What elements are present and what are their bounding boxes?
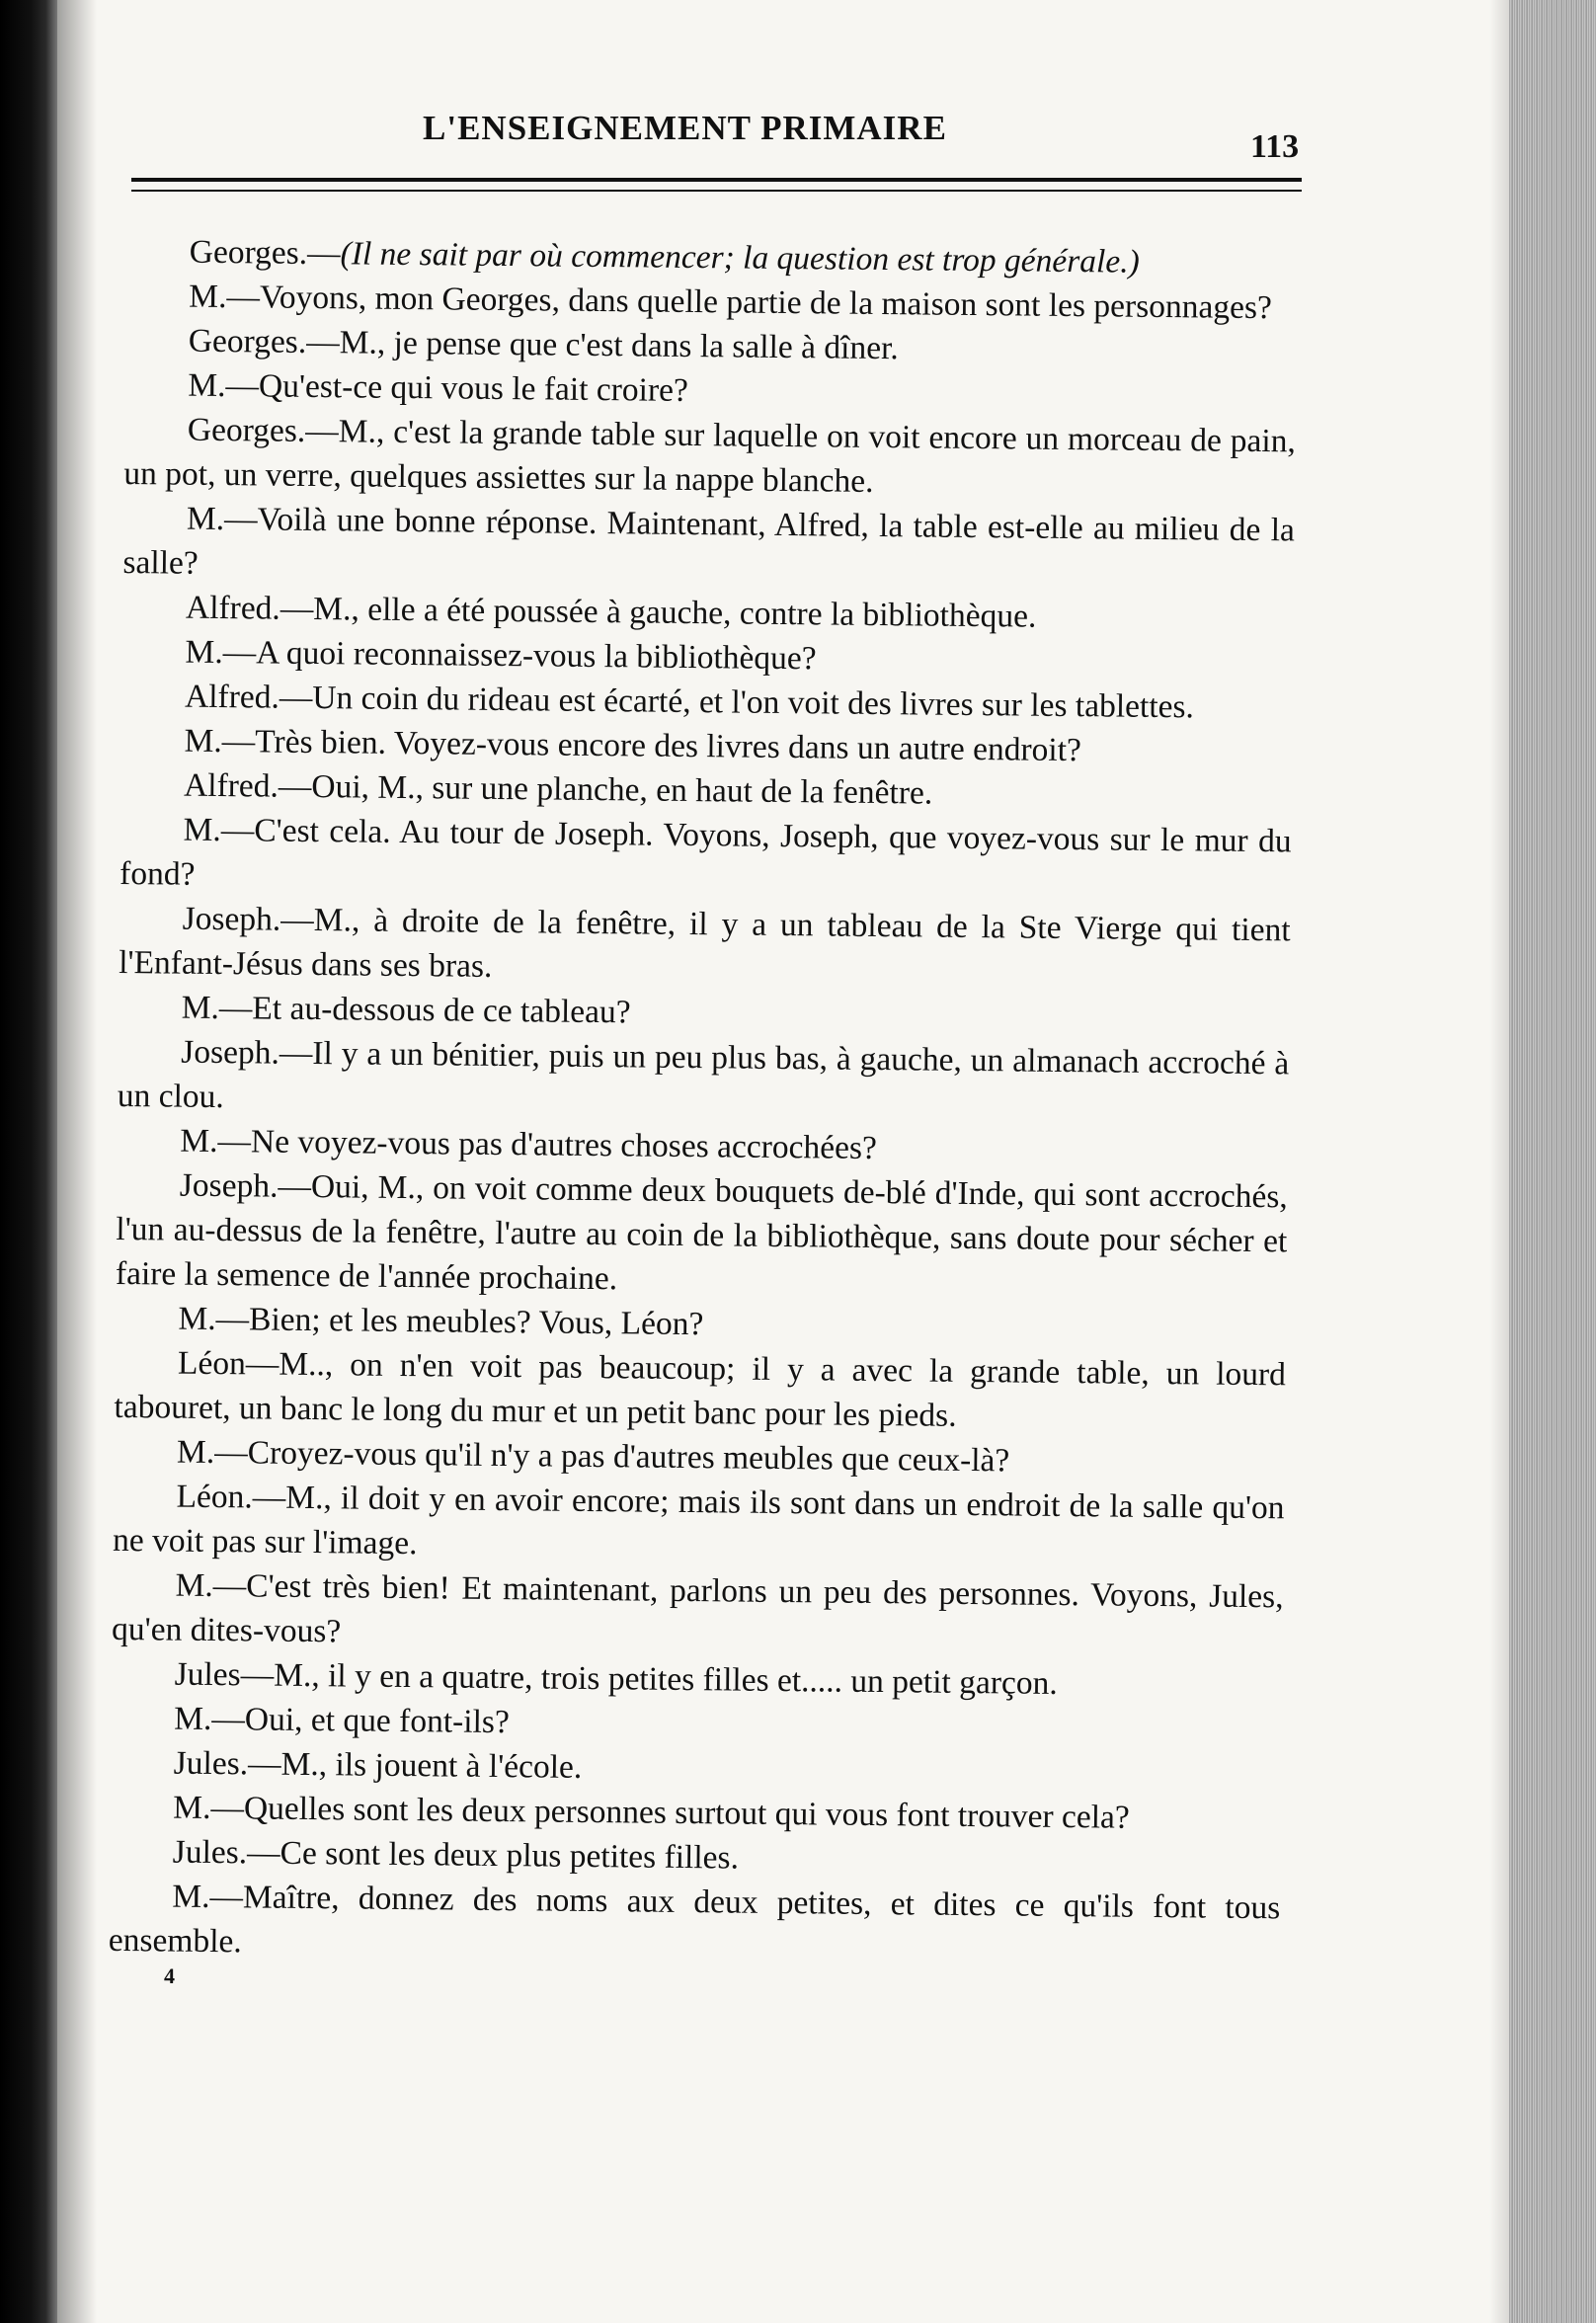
page-stack-edge	[1509, 0, 1596, 2323]
speech-text: —Ne voyez-vous pas d'autres choses accrochées?	[217, 1123, 878, 1167]
speech-text: —M., il y en a quatre, trois petites filles et..... un petit garçon.	[240, 1656, 1058, 1702]
speaker-name: M.	[176, 1433, 215, 1472]
speech-text: —M., je pense que c'est dans la salle à dîner.	[306, 323, 899, 367]
speaker-name: M.	[185, 633, 223, 672]
speech-text: —Oui, M., sur une planche, en haut de la fenêtre.	[278, 767, 933, 812]
speaker-name: M.	[183, 811, 221, 849]
speech-text: —Voyons, mon Georges, dans quelle partie de la maison sont les personnages?	[226, 279, 1273, 327]
speaker-name: M.	[175, 1566, 213, 1604]
dialogue-paragraph	[118, 1029, 1290, 1130]
speech-text: —C'est très bien! Et maintenant, parlons un peu des personnes. Voyons, Jules, qu'en dites-vous?	[111, 1566, 1284, 1650]
speaker-name: M.	[172, 1878, 210, 1915]
speaker-name: Joseph.	[181, 1033, 280, 1072]
right-page-shadow	[1489, 0, 1509, 2323]
speaker-name: Léon.	[176, 1478, 253, 1516]
speaker-name: Alfred.	[184, 678, 280, 716]
speech-text: —Oui, et que font-ils?	[211, 1700, 510, 1741]
dialogue-text	[109, 229, 1298, 1974]
speech-text: —C'est cela. Au tour de Joseph. Voyons, Joseph, que voyez-vous sur le mur du fond?	[119, 812, 1292, 893]
speech-text: —A quoi reconnaissez-vous la bibliothèque?	[222, 634, 817, 678]
speaker-name: M.	[184, 722, 222, 761]
speech-text: —M.., on n'en voit pas beaucoup; il y a avec la grande table, un lourd tabouret, un banc le long du mur et un petit banc pour les pieds.	[114, 1345, 1287, 1434]
speech-text: —Très bien. Voyez-vous encore des livres dans un autre endroit?	[221, 723, 1082, 769]
running-title: L'ENSEIGNEMENT PRIMAIRE	[423, 109, 947, 147]
dialogue-paragraph	[120, 807, 1292, 908]
speech-text: —Un coin du rideau est écarté, et l'on voit des livres sur les tablettes.	[279, 679, 1195, 726]
gutter-shadow	[57, 0, 97, 2323]
speech-text: —M., ils jouent à l'école.	[247, 1745, 583, 1786]
book-binding-edge	[0, 0, 57, 2323]
speaker-name: M.	[189, 278, 227, 316]
speaker-name: Joseph.	[182, 900, 281, 938]
speaker-name: Jules.	[172, 1833, 248, 1872]
speech-text: —Maître, donnez des noms aux deux petites, et dites ce qu'ils font tous ensemble.	[108, 1878, 1281, 1961]
dialogue-paragraph	[119, 896, 1291, 997]
speaker-name: Jules	[174, 1655, 241, 1694]
speech-text: —Voilà une bonne réponse. Maintenant, Alfred, la table est-elle au milieu de la salle?	[122, 501, 1296, 582]
speaker-name: M.	[178, 1300, 216, 1338]
dialogue-paragraph	[114, 1340, 1286, 1441]
speaker-name: Alfred.	[183, 766, 279, 805]
speech-text: —M., il doit y en avoir encore; mais ils sont dans un endroit de la salle qu'on ne voit pas sur l'image.	[112, 1479, 1285, 1562]
speaker-name: M.	[186, 500, 225, 538]
footer-mark: 4	[164, 1963, 175, 1988]
dialogue-paragraph	[116, 1162, 1288, 1308]
stage-direction: (Il ne sait par où commencer; la question est trop générale.)	[340, 235, 1140, 280]
speech-text: —Oui, M., on voit comme deux bouquets de-blé d'Inde, qui sont accrochés, l'un au-dessus de la fenêtre, l'autre au coin de la bibliothèque, sans doute pour sécher et faire la semence de l'année prochaine.	[115, 1167, 1288, 1298]
speaker-name: M.	[174, 1700, 212, 1737]
speaker-name: Georges.	[189, 233, 308, 272]
speaker-name: Jules.	[173, 1744, 249, 1783]
speech-text: —Il y a un bénitier, puis un peu plus bas, à gauche, un almanach accroché à un clou.	[117, 1034, 1290, 1116]
speech-text: —Et au-dessous de ce tableau?	[218, 990, 631, 1031]
dialogue-paragraph	[123, 407, 1296, 508]
speaker-name: Alfred.	[185, 589, 280, 627]
header-rule-thin	[131, 190, 1302, 192]
speaker-name: Joseph.	[179, 1166, 279, 1205]
speaker-name: Léon	[177, 1344, 247, 1383]
speaker-name: M.	[188, 366, 226, 405]
speech-text: —Ce sont les deux plus petites filles.	[246, 1834, 740, 1877]
book-page	[97, 0, 1489, 2323]
speech-text: —M., elle a été poussée à gauche, contre la bibliothèque.	[279, 590, 1037, 635]
speech-text: —Quelles sont les deux personnes surtout qui vous font trouver cela?	[210, 1789, 1130, 1836]
dialogue-paragraph	[112, 1562, 1284, 1663]
speaker-name: M.	[181, 989, 220, 1027]
speech-text: —Qu'est-ce qui vous le fait croire?	[225, 367, 689, 409]
speech-text: —M., à droite de la fenêtre, il y a un tableau de la Ste Vierge qui tient l'Enfant-Jésus dans ses bras.	[119, 901, 1291, 985]
dialogue-paragraph	[109, 1874, 1281, 1974]
dialogue-paragraph	[122, 496, 1295, 597]
speaker-name: M.	[180, 1122, 218, 1161]
page-number: 113	[1250, 128, 1300, 165]
speech-text: —Croyez-vous qu'il n'y a pas d'autres meubles que ceux-là?	[214, 1434, 1010, 1480]
speech-text: —Bien; et les meubles? Vous, Léon?	[215, 1301, 704, 1343]
header-rule	[131, 178, 1302, 182]
speech-text: —	[306, 234, 341, 273]
speaker-name: Georges.	[187, 411, 306, 449]
dialogue-paragraph	[113, 1474, 1285, 1574]
speaker-name: M.	[173, 1789, 211, 1826]
speaker-name: Georges.	[188, 322, 307, 360]
speech-text: —M., c'est la grande table sur laquelle on voit encore un morceau de pain, un pot, un verre, quelques assiettes sur la nappe blanche.	[123, 412, 1297, 500]
